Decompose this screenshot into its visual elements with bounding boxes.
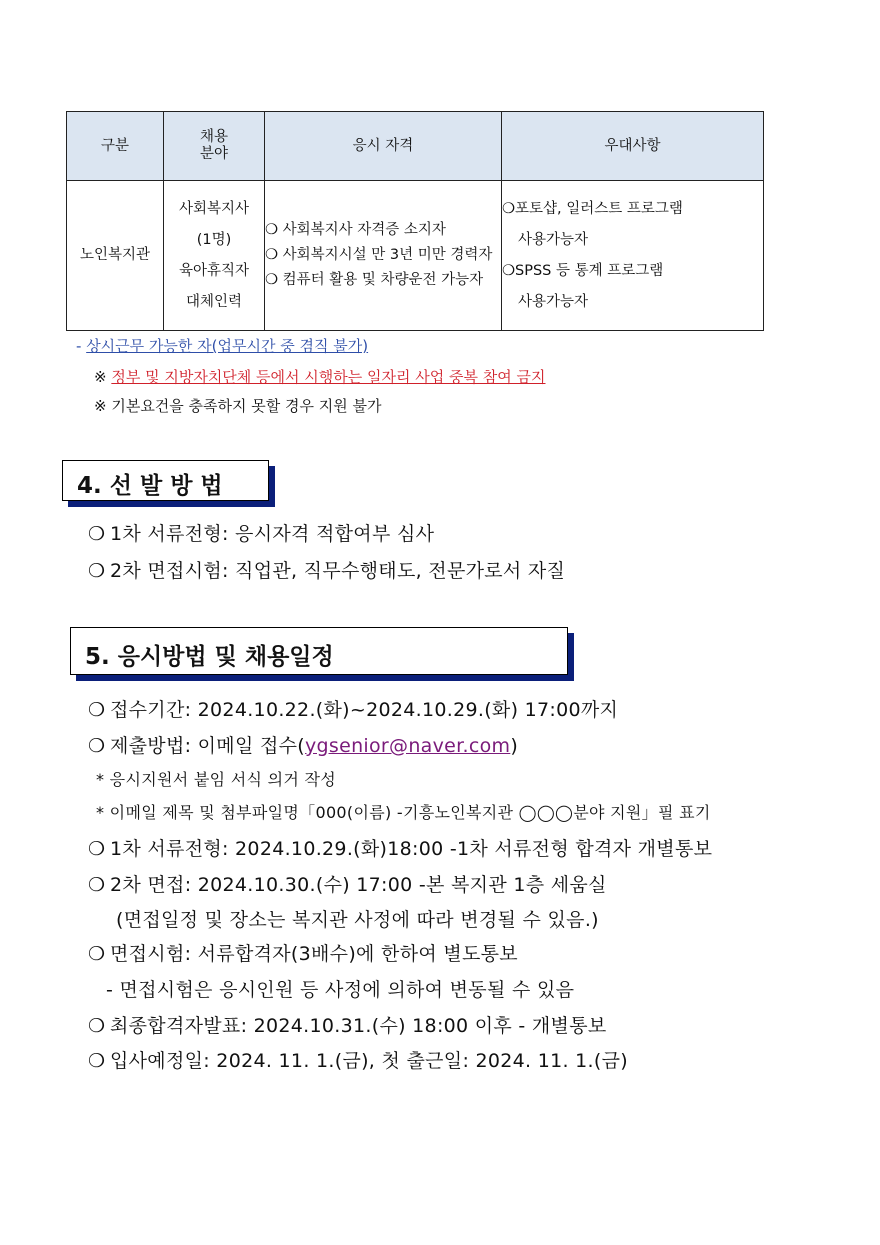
schedule-round1: [88, 834, 712, 861]
schedule-final: [88, 1011, 607, 1038]
circle-bullet-icon: ❍: [88, 1015, 106, 1037]
schedule-submit: [88, 731, 518, 758]
start-text: 입사예정일: 2024. 11. 1.(금), 첫 출근일: 2024. 11. 1.(금): [110, 1050, 628, 1072]
submit-text: 제출방법: 이메일 접수(: [110, 735, 305, 757]
preference-item: ❍포토샵, 일러스트 프로그램: [502, 200, 683, 217]
round2-note: (면접일정 및 장소는 복지관 사정에 따라 변경될 수 있음.): [116, 909, 599, 931]
no-duplicate-text: 정부 및 지방자치단체 등에서 시행하는 일자리 사업 중복 참여 금지: [111, 368, 546, 386]
section4-item-text: 2차 면접시험: 직업관, 직무수행태도, 전문가로서 자질: [110, 560, 566, 582]
recruitment-table: [66, 111, 764, 331]
circle-bullet-icon: ❍: [88, 1050, 106, 1072]
period-text: 접수기간: 2024.10.22.(화)~2024.10.29.(화) 17:00까지: [110, 699, 619, 721]
header-category: 구분: [67, 112, 164, 181]
field-line: 사회복지사: [178, 200, 250, 217]
circle-bullet-icon: ❍: [88, 874, 106, 896]
section5-title: 5. 응시방법 및 채용일정: [85, 644, 334, 670]
email-link[interactable]: ygsenior@naver.com: [304, 735, 511, 757]
section4-title: 4. 선 발 방 법: [77, 473, 223, 499]
round1-text: 1차 서류전형: 2024.10.29.(화)18:00 -1차 서류전형 합격자 개별통보: [110, 838, 713, 860]
circle-bullet-icon: ❍: [88, 838, 106, 860]
header-field: 채용 분야: [164, 112, 265, 181]
preference-item-cont: 사용가능자: [518, 231, 589, 248]
circle-bullet-icon: ❍: [88, 943, 106, 965]
header-qualification: 응시 자격: [265, 112, 502, 181]
interview-text: 면접시험: 서류합격자(3배수)에 한하여 별도통보: [110, 943, 518, 965]
section4-item: [88, 519, 434, 546]
table-header-row: [67, 112, 764, 181]
circle-bullet-icon: ❍: [88, 735, 106, 757]
table-row: [67, 181, 764, 331]
cell-category: 노인복지관: [67, 181, 164, 331]
circle-bullet-icon: ❍: [88, 523, 106, 545]
interview-note: - 면접시험은 응시인원 등 사정에 의하여 변동될 수 있음: [106, 979, 575, 1001]
circle-bullet-icon: ❍: [88, 560, 106, 582]
field-line: 대체인력: [185, 293, 243, 310]
schedule-round2: [88, 870, 607, 897]
preference-item-cont: 사용가능자: [518, 293, 589, 310]
header-preference: 우대사항: [502, 112, 764, 181]
field-line: 육아휴직자: [178, 262, 250, 279]
final-text: 최종합격자발표: 2024.10.31.(수) 18:00 이후 - 개별통보: [110, 1015, 607, 1037]
schedule-start: [88, 1046, 628, 1073]
qualification-item: ❍ 사회복지시설 만 3년 미만 경력자: [265, 247, 493, 263]
cell-field: [164, 181, 265, 331]
section4-header: [62, 460, 269, 501]
section4-item: [88, 556, 565, 583]
qualification-item: ❍ 컴퓨터 활용 및 차량운전 가능자: [265, 272, 484, 288]
note-basic-requirement: ※ 기본요건을 충족하지 못할 경우 지원 불가: [94, 397, 382, 415]
cell-qualifications: [265, 181, 502, 331]
circle-bullet-icon: ❍: [88, 699, 106, 721]
section4-item-text: 1차 서류전형: 응시자격 적합여부 심사: [110, 523, 435, 545]
note-no-duplicate: [94, 367, 546, 387]
field-line: (1명): [196, 231, 232, 248]
star-note-form: * 응시지원서 붙임 서식 의거 작성: [96, 770, 337, 789]
qualification-item: ❍ 사회복지사 자격증 소지자: [265, 222, 446, 238]
round2-text: 2차 면접: 2024.10.30.(수) 17:00 -본 복지관 1층 세움실: [110, 874, 607, 896]
star-note-email-title: * 이메일 제목 및 첨부파일명「000(이름) -기흥노인복지관 ◯◯◯분야 지원」필 표기: [96, 803, 711, 822]
dash-mark: -: [76, 337, 87, 355]
cell-preferences: [502, 181, 764, 331]
schedule-period: [88, 695, 618, 722]
section5-header: [70, 627, 568, 675]
note-full-time: [76, 336, 368, 356]
preference-item: ❍SPSS 등 통계 프로그램: [502, 262, 664, 279]
ref-mark: ※: [94, 368, 112, 386]
schedule-interview: [88, 939, 518, 966]
full-time-text: 상시근무 가능한 자(업무시간 중 겸직 불가): [86, 337, 369, 355]
submit-suffix: ): [510, 735, 519, 757]
